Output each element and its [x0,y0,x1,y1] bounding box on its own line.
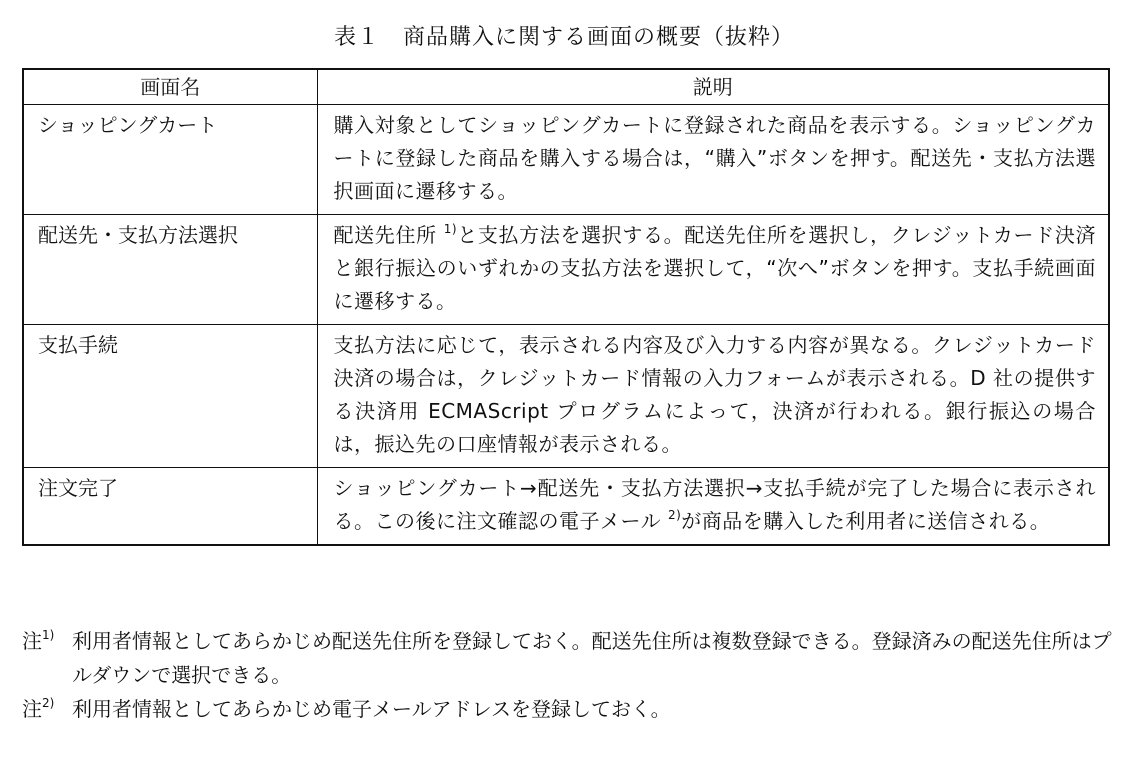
column-header-description: 説明 [317,69,1109,105]
table-row [23,215,1109,325]
screen-name-cell: ショッピングカート [23,105,317,215]
footnote [22,692,1112,726]
screen-overview-table [22,68,1110,546]
description-cell: 支払方法に応じて，表示される内容及び入力する内容が異なる。クレジットカード決済の場合は，クレジットカード情報の入力フォームが表示される。D 社の提供する決済用 ECMAScript プログラムによって，決済が行われる。銀行振込の場合は，振込先の口座情報が表示される。 [317,325,1109,468]
footnote-ref: 1) [443,222,458,236]
description-cell [317,468,1109,546]
footnote [22,624,1112,692]
footnote-text: 利用者情報としてあらかじめ配送先住所を登録しておく。配送先住所は複数登録できる。登録済みの配送先住所はプルダウンで選択できる。 [72,629,1112,687]
description-cell [317,215,1109,325]
footnote-mark [22,692,54,726]
screen-name-cell: 注文完了 [23,468,317,546]
table-header-row [23,69,1109,105]
table-row [23,325,1109,468]
table-row [23,105,1109,215]
table-row [23,468,1109,546]
footnote-label: 注 [22,629,42,653]
column-header-screen-name: 画面名 [23,69,317,105]
footnote-mark [22,624,54,658]
screen-name-cell: 支払手続 [23,325,317,468]
footnote-text: 利用者情報としてあらかじめ電子メールアドレスを登録しておく。 [72,697,671,721]
description-text: ショッピングカート→配送先・支払方法選択→支払手続が完了した場合に表示される。この後に注文確認の電子メール [333,476,1096,533]
description-text: と支払方法を選択する。配送先住所を選択し，クレジットカード決済と銀行振込のいずれかの支払方法を選択して，“次へ”ボタンを押す。支払手続画面に遷移する。 [333,223,1096,313]
footnotes [22,624,1112,726]
description-text: 配送先住所 [333,223,444,247]
footnote-ref: 2) [667,508,682,522]
footnote-label: 注 [22,697,42,721]
footnote-number: 1) [42,628,55,642]
table-title: 表１ 商品購入に関する画面の概要（抜粋） [333,25,794,50]
footnote-number: 2) [42,696,55,710]
description-text: が商品を購入した利用者に送信される。 [681,509,1051,533]
screen-name-cell: 配送先・支払方法選択 [23,215,317,325]
description-cell: 購入対象としてショッピングカートに登録された商品を表示する。ショッピングカートに登録した商品を購入する場合は，“購入”ボタンを押す。配送先・支払方法選択画面に遷移する。 [317,105,1109,215]
